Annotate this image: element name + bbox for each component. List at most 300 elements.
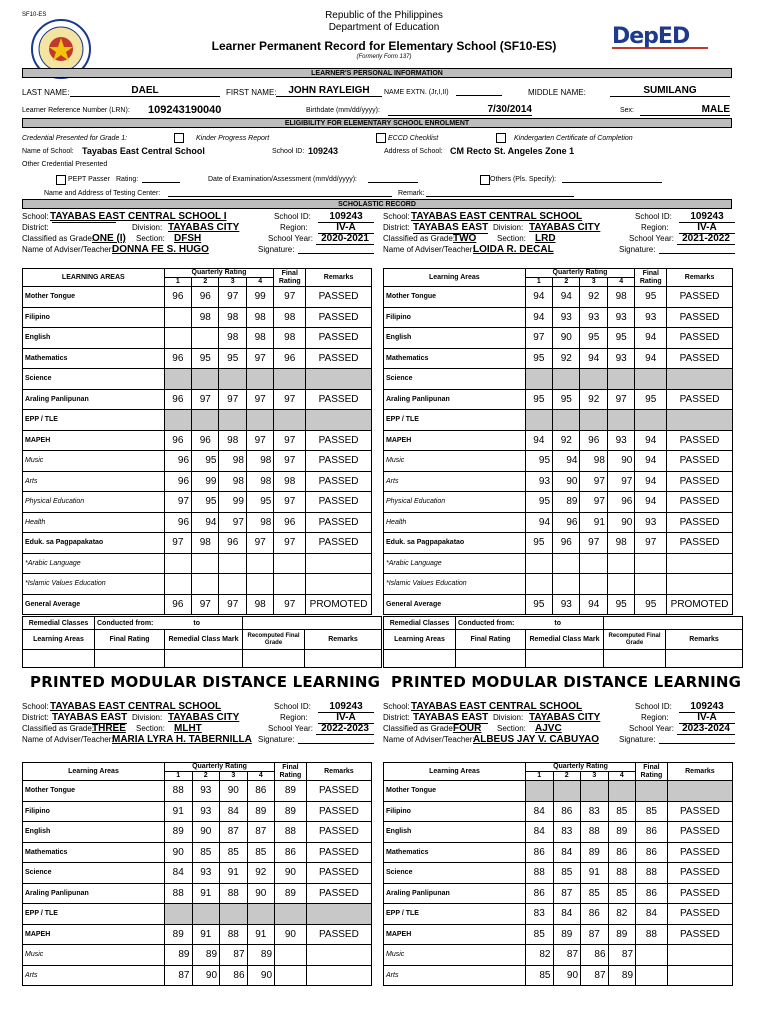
quarter-3-grade <box>580 553 607 574</box>
learning-area-label: Mother Tongue <box>384 781 526 802</box>
form-code: SF10-ES <box>22 12 47 18</box>
final-rating: 97 <box>635 533 667 554</box>
republic-text: Republic of the Philippines <box>325 10 443 21</box>
table-row <box>23 348 372 369</box>
final-rating-header: Final Rating <box>274 269 306 287</box>
final-rating-header: Final Rating <box>635 269 667 287</box>
quarter-2-grade <box>192 553 219 574</box>
quarter-2-grade <box>192 904 220 925</box>
quarter-3-grade: 88 <box>220 883 248 904</box>
quarter-3-grade <box>580 410 607 431</box>
classified-label: Classified as Grade: <box>383 724 456 733</box>
quarter-3-grade: 87 <box>220 822 248 843</box>
quarter-3-grade: 97 <box>219 389 246 410</box>
other-credential-label: Other Credential Presented <box>22 161 108 168</box>
school-id-label: School ID: <box>272 148 305 155</box>
quarter-1-grade: 89 <box>164 822 192 843</box>
quarter-3-grade: 98 <box>219 328 246 349</box>
quarter-3-grade: 91 <box>580 512 607 533</box>
quarter-4-grade: 98 <box>607 533 634 554</box>
quarter-1-grade <box>525 369 552 390</box>
final-rating: 94 <box>635 430 667 451</box>
quarter-2-grade: 95 <box>192 492 219 513</box>
quarter-1-grade: 84 <box>525 822 553 843</box>
table-row <box>384 904 733 925</box>
remarks-value: PASSED <box>306 924 371 945</box>
quarter-2-header: 2 <box>192 278 219 287</box>
quarter-4-grade: 97 <box>607 471 634 492</box>
quarter-1-grade: 95 <box>525 594 552 615</box>
district-label: District: <box>22 223 49 232</box>
learning-area-label: Science <box>23 369 165 390</box>
quarter-3-grade: 99 <box>219 492 246 513</box>
remarks-value <box>306 945 371 966</box>
quarter-3-header: 3 <box>220 772 248 781</box>
table-row <box>384 369 733 390</box>
quarter-3-grade: 87 <box>581 924 609 945</box>
quarter-1-grade: 82 <box>525 945 553 966</box>
school-year-value: 2022-2023 <box>316 723 374 735</box>
quarter-3-grade: 97 <box>219 594 246 615</box>
learning-area-label: Araling Panlipunan <box>23 389 165 410</box>
school-year-value: 2020-2021 <box>316 233 374 245</box>
quarter-2-grade: 96 <box>553 512 580 533</box>
remarks-value: PASSED <box>667 430 733 451</box>
table-row <box>23 287 372 308</box>
table-row <box>23 430 372 451</box>
birthdate-value: 7/30/2014 <box>388 104 532 116</box>
table-row <box>23 863 372 884</box>
school-id-value: 109243 <box>308 146 339 156</box>
quarter-2-grade: 93 <box>192 863 220 884</box>
division-value: TAYABAS CITY <box>529 222 601 233</box>
quarter-2-grade: 93 <box>553 594 580 615</box>
quarter-4-grade: 91 <box>247 924 275 945</box>
learning-area-label: English <box>23 822 165 843</box>
rem-learning-areas-header: Learning Areas <box>384 630 456 650</box>
quarter-1-grade <box>164 369 191 390</box>
remarks-value <box>667 945 732 966</box>
remarks-value <box>667 410 733 431</box>
rem-remarks-header: Remarks <box>305 630 382 650</box>
signature-field <box>659 734 735 744</box>
quarter-1-grade <box>164 553 191 574</box>
quarter-3-grade: 97 <box>219 287 246 308</box>
quarter-4-grade: 90 <box>247 883 275 904</box>
rem-recomputed-header: Recomputed Final Grade <box>243 630 305 650</box>
final-rating: 97 <box>274 533 306 554</box>
quarter-4-header: 4 <box>608 772 636 781</box>
deped-logo: DepED <box>612 24 708 49</box>
final-rating <box>636 781 668 802</box>
remarks-value: PASSED <box>667 492 733 513</box>
learning-area-label: Mother Tongue <box>23 287 165 308</box>
quarter-3-grade: 93 <box>580 307 607 328</box>
quarter-1-header: 1 <box>525 278 552 287</box>
quarter-3-grade <box>219 574 246 595</box>
quarter-4-grade: 85 <box>608 883 636 904</box>
remarks-value: PASSED <box>667 904 732 925</box>
quarter-2-grade: 96 <box>192 287 219 308</box>
remarks-value: PASSED <box>667 287 733 308</box>
remarks-value: PASSED <box>306 512 372 533</box>
final-rating: 94 <box>635 348 667 369</box>
table-row <box>384 883 733 904</box>
quarter-3-grade: 92 <box>580 389 607 410</box>
quarter-4-grade: 98 <box>246 328 273 349</box>
quarter-4-grade: 98 <box>246 307 273 328</box>
page-title: Learner Permanent Record for Elementary School (SF10-ES) <box>211 39 557 53</box>
pept-checkbox[interactable] <box>56 175 66 185</box>
adviser-label: Name of Adviser/Teacher: <box>383 735 475 744</box>
quarter-1-grade: 91 <box>164 801 192 822</box>
remarks-value: PASSED <box>667 822 732 843</box>
remarks-value: PASSED <box>667 307 733 328</box>
table-row <box>23 822 372 843</box>
school-id-label: School ID: <box>635 212 672 221</box>
learning-area-label: Science <box>384 369 526 390</box>
remarks-value <box>667 781 732 802</box>
final-rating: 98 <box>274 307 306 328</box>
final-rating: 85 <box>636 801 668 822</box>
quarter-1-grade: 84 <box>164 863 192 884</box>
quarter-1-grade: 84 <box>525 801 553 822</box>
quarter-2-grade: 91 <box>192 883 220 904</box>
table-row <box>23 307 372 328</box>
grades-table <box>383 762 733 986</box>
quarter-3-grade: 88 <box>581 822 609 843</box>
quarter-3-grade: 94 <box>580 594 607 615</box>
quarter-2-grade: 87 <box>553 883 581 904</box>
quarter-1-grade <box>525 553 552 574</box>
quarter-2-grade: 91 <box>192 924 220 945</box>
quarter-1-grade <box>525 574 552 595</box>
learning-area-label: EPP / TLE <box>384 904 526 925</box>
remarks-value: PASSED <box>306 389 372 410</box>
learning-area-label: General Average <box>23 594 165 615</box>
name-ext-label: NAME EXTN. (Jr,I,II) <box>384 89 449 96</box>
school-id-value: 109243 <box>679 211 735 223</box>
table-row <box>23 801 372 822</box>
quarter-1-grade: 89 <box>164 924 192 945</box>
department-text: Department of Education <box>328 22 440 33</box>
quarter-1-header: 1 <box>164 772 192 781</box>
table-row <box>23 512 372 533</box>
quarter-1-grade: 97 <box>164 533 191 554</box>
school-id-value: 109243 <box>318 701 374 713</box>
grade-value: FOUR <box>453 723 482 734</box>
final-rating: 84 <box>636 904 668 925</box>
quarter-1-grade: 96 <box>164 594 191 615</box>
district-value <box>52 222 116 223</box>
quarter-3-grade: 98 <box>219 471 246 492</box>
quarter-1-grade: 95 <box>525 492 552 513</box>
final-rating: 90 <box>275 863 307 884</box>
school-year-label: School Year: <box>268 724 313 733</box>
remarks-header: Remarks <box>306 269 372 287</box>
learning-area-label: Music <box>384 945 526 966</box>
final-rating <box>636 945 668 966</box>
quarter-3-grade: 98 <box>219 307 246 328</box>
quarter-3-grade: 97 <box>580 533 607 554</box>
school-year-record-4 <box>383 701 743 745</box>
signature-field <box>659 244 735 254</box>
rem-learning-areas-header: Learning Areas <box>23 630 95 650</box>
district-label: District: <box>22 713 49 722</box>
final-rating: 88 <box>636 863 668 884</box>
learning-area-label: Mathematics <box>23 842 165 863</box>
remarks-value: PASSED <box>667 842 732 863</box>
table-row <box>384 430 733 451</box>
remarks-value: PASSED <box>667 863 732 884</box>
region-label: Region: <box>280 713 308 722</box>
credential-label: Credential Presented for Grade 1: <box>22 135 128 142</box>
quarter-1-grade: 95 <box>525 348 552 369</box>
quarter-1-grade: 96 <box>164 451 191 472</box>
remarks-header: Remarks <box>667 763 732 781</box>
quarterly-rating-header: Quarterly Rating <box>525 269 635 278</box>
quarter-3-grade: 89 <box>581 842 609 863</box>
quarter-1-grade <box>164 574 191 595</box>
quarter-2-grade: 86 <box>553 801 581 822</box>
remarks-value: PASSED <box>667 801 732 822</box>
middle-name-value: SUMILANG <box>610 85 730 97</box>
quarter-2-grade: 84 <box>553 904 581 925</box>
signature-label: Signature: <box>258 735 295 744</box>
remedial-table <box>383 616 743 668</box>
final-rating: 94 <box>635 471 667 492</box>
table-row <box>23 533 372 554</box>
final-rating: 97 <box>274 492 306 513</box>
quarter-4-grade: 93 <box>607 430 634 451</box>
final-rating: 96 <box>274 348 306 369</box>
table-row <box>384 863 733 884</box>
quarter-4-grade: 98 <box>246 594 273 615</box>
final-rating: 93 <box>635 512 667 533</box>
remark-field <box>426 188 574 197</box>
learning-areas-header: Learning Areas <box>384 269 526 287</box>
conducted-to-field <box>604 617 743 630</box>
quarter-2-grade: 93 <box>192 781 220 802</box>
quarter-2-grade: 95 <box>192 348 219 369</box>
adviser-value: DONNA FE S. HUGO <box>112 244 209 255</box>
school-name-value: Tayabas East Central School <box>82 146 205 156</box>
quarter-1-grade: 94 <box>525 287 552 308</box>
quarter-2-grade <box>553 553 580 574</box>
table-row <box>384 924 733 945</box>
quarter-4-grade: 96 <box>607 492 634 513</box>
final-rating <box>274 553 306 574</box>
quarter-4-grade: 90 <box>247 965 275 986</box>
quarter-4-grade: 87 <box>247 822 275 843</box>
learning-area-label: Filipino <box>23 801 165 822</box>
birthdate-label: Birthdate (mm/dd/yyyy): <box>306 107 380 114</box>
remarks-value: PASSED <box>306 863 371 884</box>
others-checkbox[interactable] <box>480 175 490 185</box>
remarks-value: PASSED <box>667 389 733 410</box>
rem-class-mark-header: Remedial Class Mark <box>165 630 243 650</box>
grades-table <box>22 762 372 986</box>
table-row <box>23 451 372 472</box>
learning-area-label: Mathematics <box>384 348 526 369</box>
quarter-4-grade <box>608 781 636 802</box>
division-label: Division: <box>493 713 524 722</box>
remarks-value: PASSED <box>306 451 372 472</box>
table-row <box>23 904 372 925</box>
school-year-record-1 <box>22 211 382 255</box>
classified-label: Classified as Grade: <box>383 234 456 243</box>
remedial-table <box>22 616 382 668</box>
quarter-3-grade: 88 <box>220 924 248 945</box>
rem-final-rating-header: Final Rating <box>95 630 165 650</box>
division-value: TAYABAS CITY <box>529 712 601 723</box>
final-rating <box>275 945 307 966</box>
quarter-3-grade: 84 <box>220 801 248 822</box>
table-row <box>23 574 372 595</box>
table-row <box>384 965 733 986</box>
conducted-from-label: Conducted from: to <box>95 617 243 630</box>
personal-info-bar: LEARNER'S PERSONAL INFORMATION <box>22 68 732 78</box>
quarter-1-grade <box>525 781 553 802</box>
quarter-3-grade <box>219 369 246 390</box>
quarter-2-grade <box>192 369 219 390</box>
quarter-2-grade: 83 <box>553 822 581 843</box>
remarks-value: PROMOTED <box>667 594 733 615</box>
quarter-1-grade: 90 <box>164 842 192 863</box>
adviser-label: Name of Adviser/Teacher: <box>22 735 114 744</box>
final-rating <box>274 574 306 595</box>
learning-area-label: English <box>384 328 526 349</box>
rem-recomputed-header: Recomputed Final Grade <box>604 630 666 650</box>
school-name-label: Name of School: <box>22 148 74 155</box>
quarter-1-grade: 95 <box>525 451 552 472</box>
quarter-3-header: 3 <box>581 772 609 781</box>
remarks-value: PASSED <box>306 801 371 822</box>
learning-area-label: MAPEH <box>384 430 526 451</box>
quarter-2-grade <box>192 410 219 431</box>
remarks-value <box>306 904 371 925</box>
remedial-classes-label: Remedial Classes <box>23 617 95 630</box>
final-rating: 89 <box>275 781 307 802</box>
learning-area-label: Science <box>23 863 165 884</box>
final-rating: 98 <box>274 471 306 492</box>
quarter-4-grade: 93 <box>607 307 634 328</box>
school-value: TAYABAS EAST CENTRAL SCHOOL <box>50 701 222 712</box>
division-value: TAYABAS CITY <box>168 712 240 723</box>
signature-label: Signature: <box>619 245 656 254</box>
learning-areas-header: Learning Areas <box>23 763 165 781</box>
table-row <box>23 471 372 492</box>
quarter-2-grade: 92 <box>553 348 580 369</box>
section-value: AJVC <box>535 723 562 734</box>
learning-area-label: Health <box>23 512 165 533</box>
quarter-1-grade: 96 <box>164 430 191 451</box>
remarks-value: PASSED <box>306 842 371 863</box>
quarter-4-grade: 95 <box>607 594 634 615</box>
table-row <box>23 594 372 615</box>
division-label: Division: <box>132 223 163 232</box>
pmdl-banner: PRINTED MODULAR DISTANCE LEARNING <box>391 673 742 691</box>
remedial-classes-label: Remedial Classes <box>384 617 456 630</box>
kinder-progress-checkbox[interactable] <box>174 133 184 143</box>
learning-areas-header: Learning Areas <box>384 763 526 781</box>
final-rating: 89 <box>275 883 307 904</box>
final-rating <box>275 965 307 986</box>
remarks-value <box>306 965 371 986</box>
learning-area-label: Arts <box>23 965 165 986</box>
quarter-2-grade: 94 <box>553 287 580 308</box>
school-id-value: 109243 <box>318 211 374 223</box>
division-value: TAYABAS CITY <box>168 222 240 233</box>
scholastic-record-bar: SCHOLASTIC RECORD <box>22 199 732 209</box>
quarter-3-grade: 85 <box>581 883 609 904</box>
adviser-label: Name of Adviser/Teacher: <box>22 245 114 254</box>
rem-class-mark-header: Remedial Class Mark <box>526 630 604 650</box>
eligibility-bar: ELIGIBILITY FOR ELEMENTARY SCHOOL ENROLMENT <box>22 118 732 128</box>
kinder-cert-checkbox[interactable] <box>496 133 506 143</box>
quarter-1-grade: 89 <box>164 945 192 966</box>
quarter-2-grade: 90 <box>553 471 580 492</box>
first-name-value: JOHN RAYLEIGH <box>276 85 382 97</box>
quarter-3-grade: 98 <box>580 451 607 472</box>
table-row <box>384 492 733 513</box>
quarter-2-grade <box>553 410 580 431</box>
quarter-4-grade <box>246 410 273 431</box>
classified-label: Classified as Grade: <box>22 724 95 733</box>
region-value: IV-A <box>679 712 735 724</box>
final-rating: 93 <box>635 307 667 328</box>
table-row <box>23 389 372 410</box>
quarter-3-grade: 91 <box>220 863 248 884</box>
table-row <box>23 410 372 431</box>
quarter-1-header: 1 <box>164 278 191 287</box>
learning-area-label: Music <box>23 945 165 966</box>
table-row <box>384 512 733 533</box>
learning-area-label: Physical Education <box>23 492 165 513</box>
section-label: Section: <box>136 234 165 243</box>
school-label: School: <box>22 702 49 711</box>
quarter-3-grade: 83 <box>581 801 609 822</box>
school-label: School: <box>22 212 49 221</box>
section-value: LRD <box>535 233 556 244</box>
exam-date-label: Date of Examination/Assessment (mm/dd/yyyy): <box>208 176 357 183</box>
quarter-4-grade: 92 <box>247 863 275 884</box>
quarter-1-grade <box>164 904 192 925</box>
quarter-4-header: 4 <box>607 278 634 287</box>
formerly-text: (Formerly Form 137) <box>356 54 412 60</box>
rem-final-rating-header: Final Rating <box>456 630 526 650</box>
quarter-1-grade: 94 <box>525 512 552 533</box>
exam-date-field <box>368 174 418 183</box>
remarks-value <box>306 369 372 390</box>
school-year-label: School Year: <box>629 234 674 243</box>
eccd-checkbox[interactable] <box>376 133 386 143</box>
learning-area-label: Filipino <box>23 307 165 328</box>
learning-area-label: EPP / TLE <box>384 410 526 431</box>
quarter-2-grade: 94 <box>192 512 219 533</box>
table-row <box>384 307 733 328</box>
grades-table <box>22 268 372 615</box>
remarks-value: PASSED <box>306 822 371 843</box>
learning-area-label: Arts <box>384 471 526 492</box>
quarter-2-grade: 89 <box>192 945 220 966</box>
table-row <box>384 801 733 822</box>
quarter-4-grade: 89 <box>247 801 275 822</box>
quarter-3-grade: 87 <box>220 945 248 966</box>
quarter-4-grade: 86 <box>608 842 636 863</box>
quarter-1-grade: 95 <box>525 389 552 410</box>
table-row <box>384 574 733 595</box>
